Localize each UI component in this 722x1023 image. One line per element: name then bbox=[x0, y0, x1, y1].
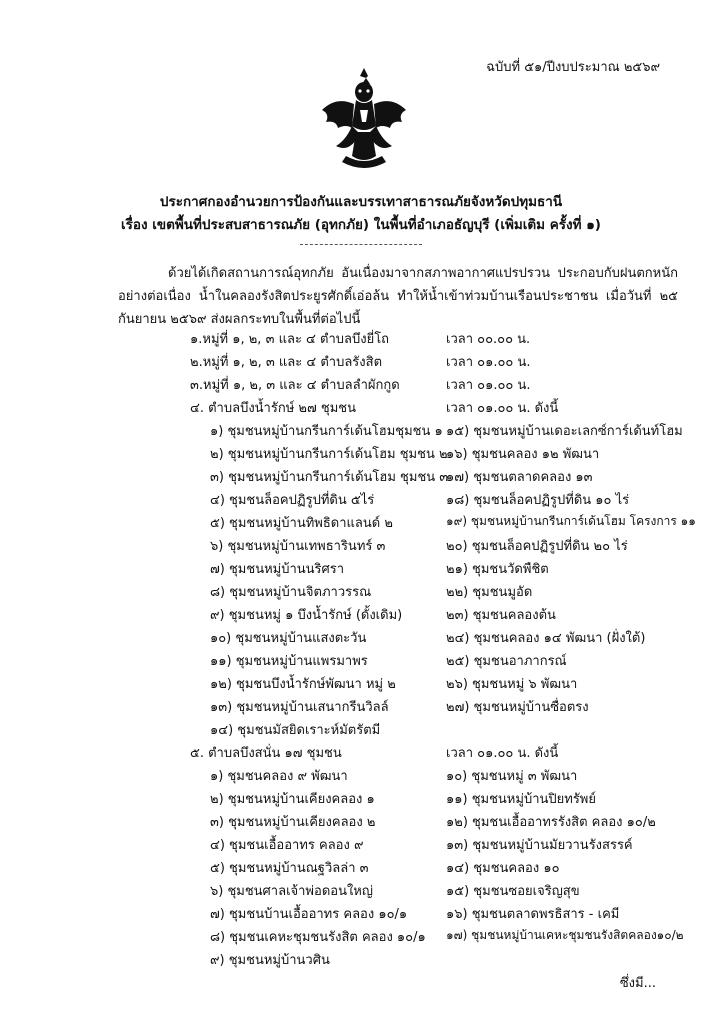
area-label: ๒.หมู่ที่ ๑, ๒, ๓ และ ๔ ตำบลรังสิต bbox=[190, 355, 383, 370]
list-item: ๙) ชุมชนหมู่บ้านวศิน bbox=[210, 953, 330, 968]
list-item: ๘) ชุมชนเคหะชุมชนรังสิต คลอง ๑๐/๑ bbox=[210, 930, 426, 945]
list-item: ๑) ชุมชนหมู่บ้านกรีนการ์เด้นโฮมชุมชน ๑ bbox=[210, 424, 443, 439]
list-item: ๒๔) ชุมชนคลอง ๑๔ พัฒนา (ฝั่งใต้) bbox=[446, 631, 646, 646]
list-item: ๔) ชุมชนเอื้ออาทร คลอง ๙ bbox=[210, 838, 364, 853]
announcement-subject: เรื่อง เขตพื้นที่ประสบสาธารณภัย (อุทกภัย) ในพื้นที่อำเภอธัญบุรี (เพิ่มเติม ครั้งที่ ๑) bbox=[121, 217, 601, 233]
list-item: ๑๐) ชุมชนหมู่ ๓ พัฒนา bbox=[446, 769, 578, 784]
list-item: ๒๖) ชุมชนหมู่ ๖ พัฒนา bbox=[446, 677, 578, 692]
list-item: ๑๙) ชุมชนหมู่บ้านกรีนการ์เด้นโฮม โครงการ ๑๑ bbox=[446, 514, 696, 528]
list-item: ๓) ชุมชนหมู่บ้านกรีนการ์เด้นโฮม ชุมชน ๓ bbox=[210, 470, 449, 485]
section4-heading: ๔. ตำบลบึงน้ำรักษ์ ๒๗ ชุมชน bbox=[190, 401, 356, 416]
list-item: ๗) ชุมชนหมู่บ้านนริศรา bbox=[210, 562, 345, 577]
list-item: ๒๐) ชุมชนล็อคปฏิรูปที่ดิน ๒๐ ไร่ bbox=[446, 539, 628, 554]
intro-paragraph: ด้วยได้เกิดสถานการณ์อุทกภัย อันเนื่องมาจากสภาพอากาศแปรปรวน ประกอบกับฝนตกหนักอย่างต่อเนื่อง น้ำในคลองรังสิตประยูรศักดิ์เอ่อล้น ทำให้น้ำเข้าท่วมบ้านเรือนประชาชน เมื่อวันที่ ๒๕ กันยายน ๒๕๖๙ ส่งผลกระทบในพื้นที่ต่อไปนี้ bbox=[118, 266, 678, 327]
list-item: ๑) ชุมชนคลอง ๙ พัฒนา bbox=[210, 769, 348, 784]
list-item: ๑๖) ชุมชนคลอง ๑๒ พัฒนา bbox=[446, 447, 600, 462]
garuda-emblem-icon bbox=[316, 66, 412, 178]
list-item: ๔) ชุมชนล็อคปฏิรูปที่ดิน ๕ไร่ bbox=[210, 493, 375, 508]
list-item: ๑๔) ชุมชนมัสยิดเราะห์มัตรัตมี bbox=[210, 723, 381, 738]
list-item: ๑๗) ชุมชนหมู่บ้านเคหะชุมชนรังสิตคลอง๑๐/๒ bbox=[446, 928, 684, 942]
list-item: ๑๕) ชุมชนซอยเจริญสุข bbox=[446, 884, 580, 899]
area-label: ๓.หมู่ที่ ๑, ๒, ๓ และ ๔ ตำบลลำผักกูด bbox=[190, 378, 400, 393]
area-time: เวลา ๐๑.๐๐ น. bbox=[446, 378, 531, 393]
list-item: ๓) ชุมชนหมู่บ้านเคียงคลอง ๒ bbox=[210, 815, 376, 830]
list-item: ๙) ชุมชนหมู่ ๑ บึงน้ำรักษ์ (ดั้งเดิม) bbox=[210, 608, 403, 623]
area-time: เวลา ๐๐.๐๐ น. bbox=[446, 332, 531, 347]
title-divider bbox=[300, 244, 422, 245]
section5-time: เวลา ๐๑.๐๐ น. ดังนี้ bbox=[446, 746, 559, 761]
list-item: ๒๒) ชุมชนมูอัด bbox=[446, 585, 533, 600]
announcement-title: ประกาศกองอำนวยการป้องกันและบรรเทาสาธารณภัยจังหวัดปทุมธานี bbox=[159, 194, 563, 210]
list-item: ๑๒) ชุมชนบึงน้ำรักษ์พัฒนา หมู่ ๒ bbox=[210, 677, 396, 692]
list-item: ๑๔) ชุมชนคลอง ๑๐ bbox=[446, 861, 560, 876]
list-item: ๖) ชุมชนหมู่บ้านเทพธารินทร์ ๓ bbox=[210, 539, 386, 554]
list-item: ๕) ชุมชนหมู่บ้านทิพธิดาแลนด์ ๒ bbox=[210, 516, 393, 531]
list-item: ๑๑) ชุมชนหมู่บ้านแพรมาพร bbox=[210, 654, 368, 669]
list-item: ๒๓) ชุมชนคลองต้น bbox=[446, 608, 556, 623]
list-item: ๑๖) ชุมชนตลาดพรธิสาร - เคมี bbox=[446, 907, 620, 922]
list-item: ๖) ชุมชนศาลเจ้าพ่อดอนใหญ่ bbox=[210, 884, 373, 899]
list-item: ๑๑) ชุมชนหมู่บ้านปิยทรัพย์ bbox=[446, 792, 596, 807]
list-item: ๒๑) ชุมชนวัดพืชิต bbox=[446, 562, 549, 577]
list-item: ๑๘) ชุมชนล็อคปฏิรูปที่ดิน ๑๐ ไร่ bbox=[446, 493, 630, 508]
list-item: ๒) ชุมชนหมู่บ้านเคียงคลอง ๑ bbox=[210, 792, 375, 807]
list-item: ๕) ชุมชนหมู่บ้านณฐวิลล่า ๓ bbox=[210, 861, 369, 876]
list-item: ๒๗) ชุมชนหมู่บ้านซื่อตรง bbox=[446, 700, 589, 715]
continuation-text: ซึ่งมี... bbox=[619, 976, 656, 991]
document-number: ฉบับที่ ๕๑/ปีงบประมาณ ๒๕๖๙ bbox=[486, 60, 660, 75]
list-item: ๘) ชุมชนหมู่บ้านจิตภาวรรณ bbox=[210, 585, 372, 600]
list-item: ๗) ชุมชนบ้านเอื้ออาทร คลอง ๑๐/๑ bbox=[210, 907, 408, 922]
list-item: ๒๕) ชุมชนอาภากรณ์ bbox=[446, 654, 567, 669]
list-item: ๑๐) ชุมชนหมู่บ้านแสงตะวัน bbox=[210, 631, 367, 646]
list-item: ๒) ชุมชนหมู่บ้านกรีนการ์เด้นโฮม ชุมชน ๒ bbox=[210, 447, 448, 462]
list-item: ๑๗) ชุมชนตลาดคลอง ๑๓ bbox=[446, 470, 593, 485]
area-time: เวลา ๐๑.๐๐ น. bbox=[446, 355, 531, 370]
list-item: ๑๓) ชุมชนหมู่บ้านเสนากรีนวิลล์ bbox=[210, 700, 389, 715]
list-item: ๑๒) ชุมชนเอื้ออาทรรังสิต คลอง ๑๐/๒ bbox=[446, 815, 656, 830]
section4-time: เวลา ๐๑.๐๐ น. ดังนี้ bbox=[446, 401, 559, 416]
list-item: ๑๓) ชุมชนหมู่บ้านมัยวานรังสรรค์ bbox=[446, 838, 633, 853]
section5-heading: ๕. ตำบลบึงสนั่น ๑๗ ชุมชน bbox=[190, 746, 342, 761]
area-label: ๑.หมู่ที่ ๑, ๒, ๓ และ ๔ ตำบลบึงยี่โถ bbox=[190, 332, 390, 347]
list-item: ๑๕) ชุมชนหมู่บ้านเดอะเลกซ์การ์เด้นท์โฮม bbox=[446, 424, 683, 439]
